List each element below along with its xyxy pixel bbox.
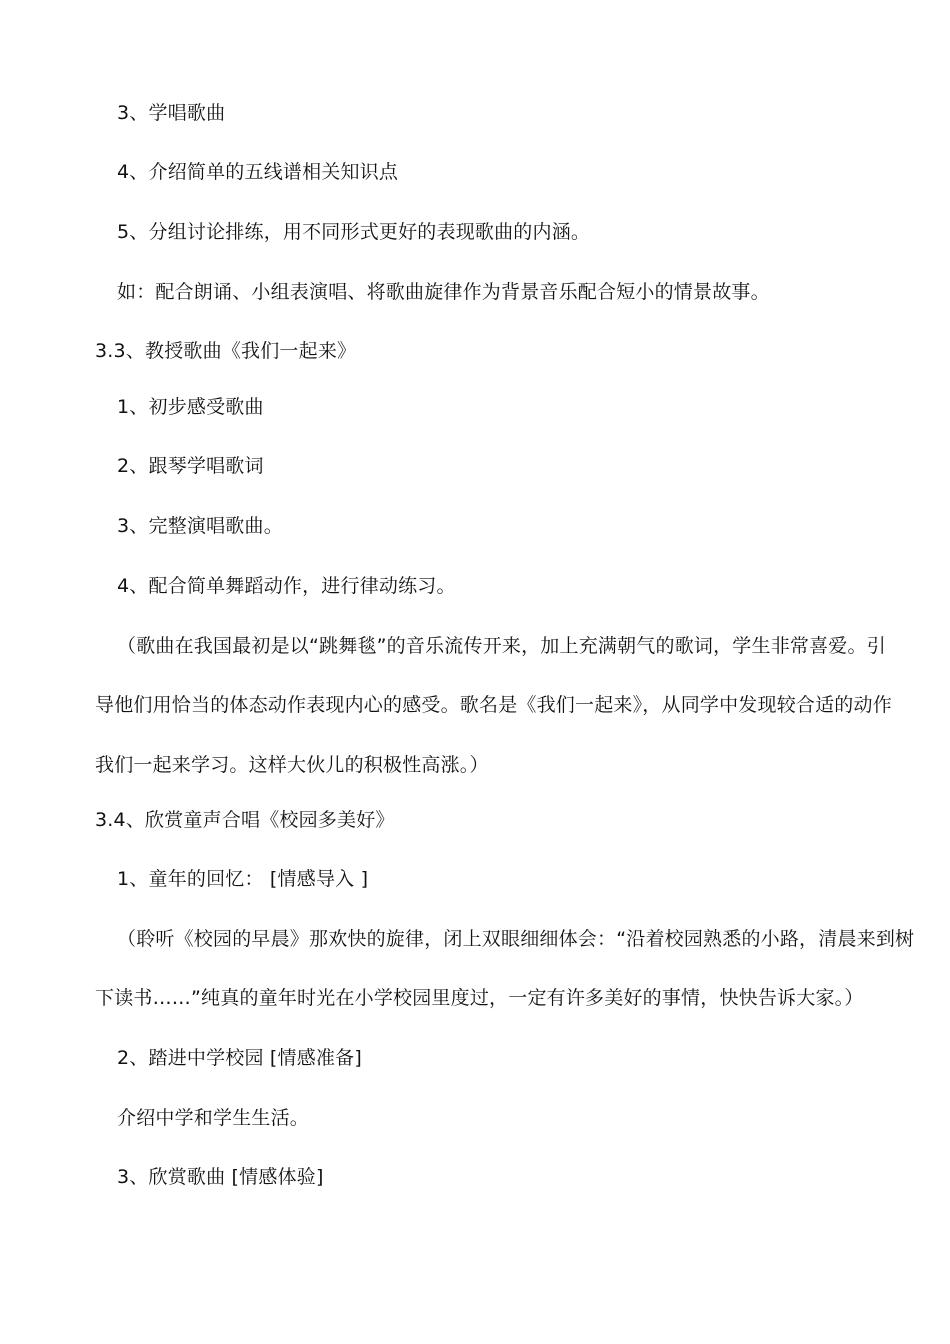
list-item-staff-notation: 4、介绍简单的五线谱相关知识点 [117, 161, 399, 183]
list-item-childhood-memory: 1、童年的回忆： [情感导入 ] [117, 868, 369, 890]
list-item-appreciate-song: 3、欣赏歌曲 [情感体验] [117, 1166, 324, 1188]
section-heading-3-4: 3.4、欣赏童声合唱《校园多美好》 [95, 809, 395, 831]
paragraph-line: （歌曲在我国最初是以“跳舞毯”的音乐流传开来，加上充满朝气的歌词，学生非常喜爱。引 [117, 635, 886, 657]
list-item-group-rehearsal: 5、分组讨论排练，用不同形式更好的表现歌曲的内涵。 [117, 221, 591, 243]
list-item-dance-movement: 4、配合简单舞蹈动作，进行律动练习。 [117, 575, 456, 597]
list-item-initial-feeling: 1、初步感受歌曲 [117, 396, 264, 418]
paragraph-line: 介绍中学和学生生活。 [117, 1107, 310, 1129]
list-item-middle-school: 2、踏进中学校园 [情感准备] [117, 1047, 362, 1069]
list-item-sing-lyrics: 2、跟琴学唱歌词 [117, 455, 264, 477]
paragraph-line: 导他们用恰当的体态动作表现内心的感受。歌名是《我们一起来》，从同学中发现较合适的动作 [95, 694, 892, 716]
section-heading-3-3: 3.3、教授歌曲《我们一起来》 [95, 340, 357, 362]
list-item-learn-singing: 3、学唱歌曲 [117, 102, 226, 124]
paragraph-line: 下读书……”纯真的童年时光在小学校园里度过，一定有许多美好的事情，快快告诉大家。） [95, 987, 864, 1009]
paragraph-line: （聆听《校园的早晨》那欢快的旋律，闭上双眼细细体会：“沿着校园熟悉的小路，清晨来到树 [117, 928, 915, 950]
list-item-full-performance: 3、完整演唱歌曲。 [117, 515, 283, 537]
example-paragraph: 如：配合朗诵、小组表演唱、将歌曲旋律作为背景音乐配合短小的情景故事。 [117, 281, 770, 303]
paragraph-line: 我们一起来学习。这样大伙儿的积极性高涨。） [95, 754, 489, 776]
